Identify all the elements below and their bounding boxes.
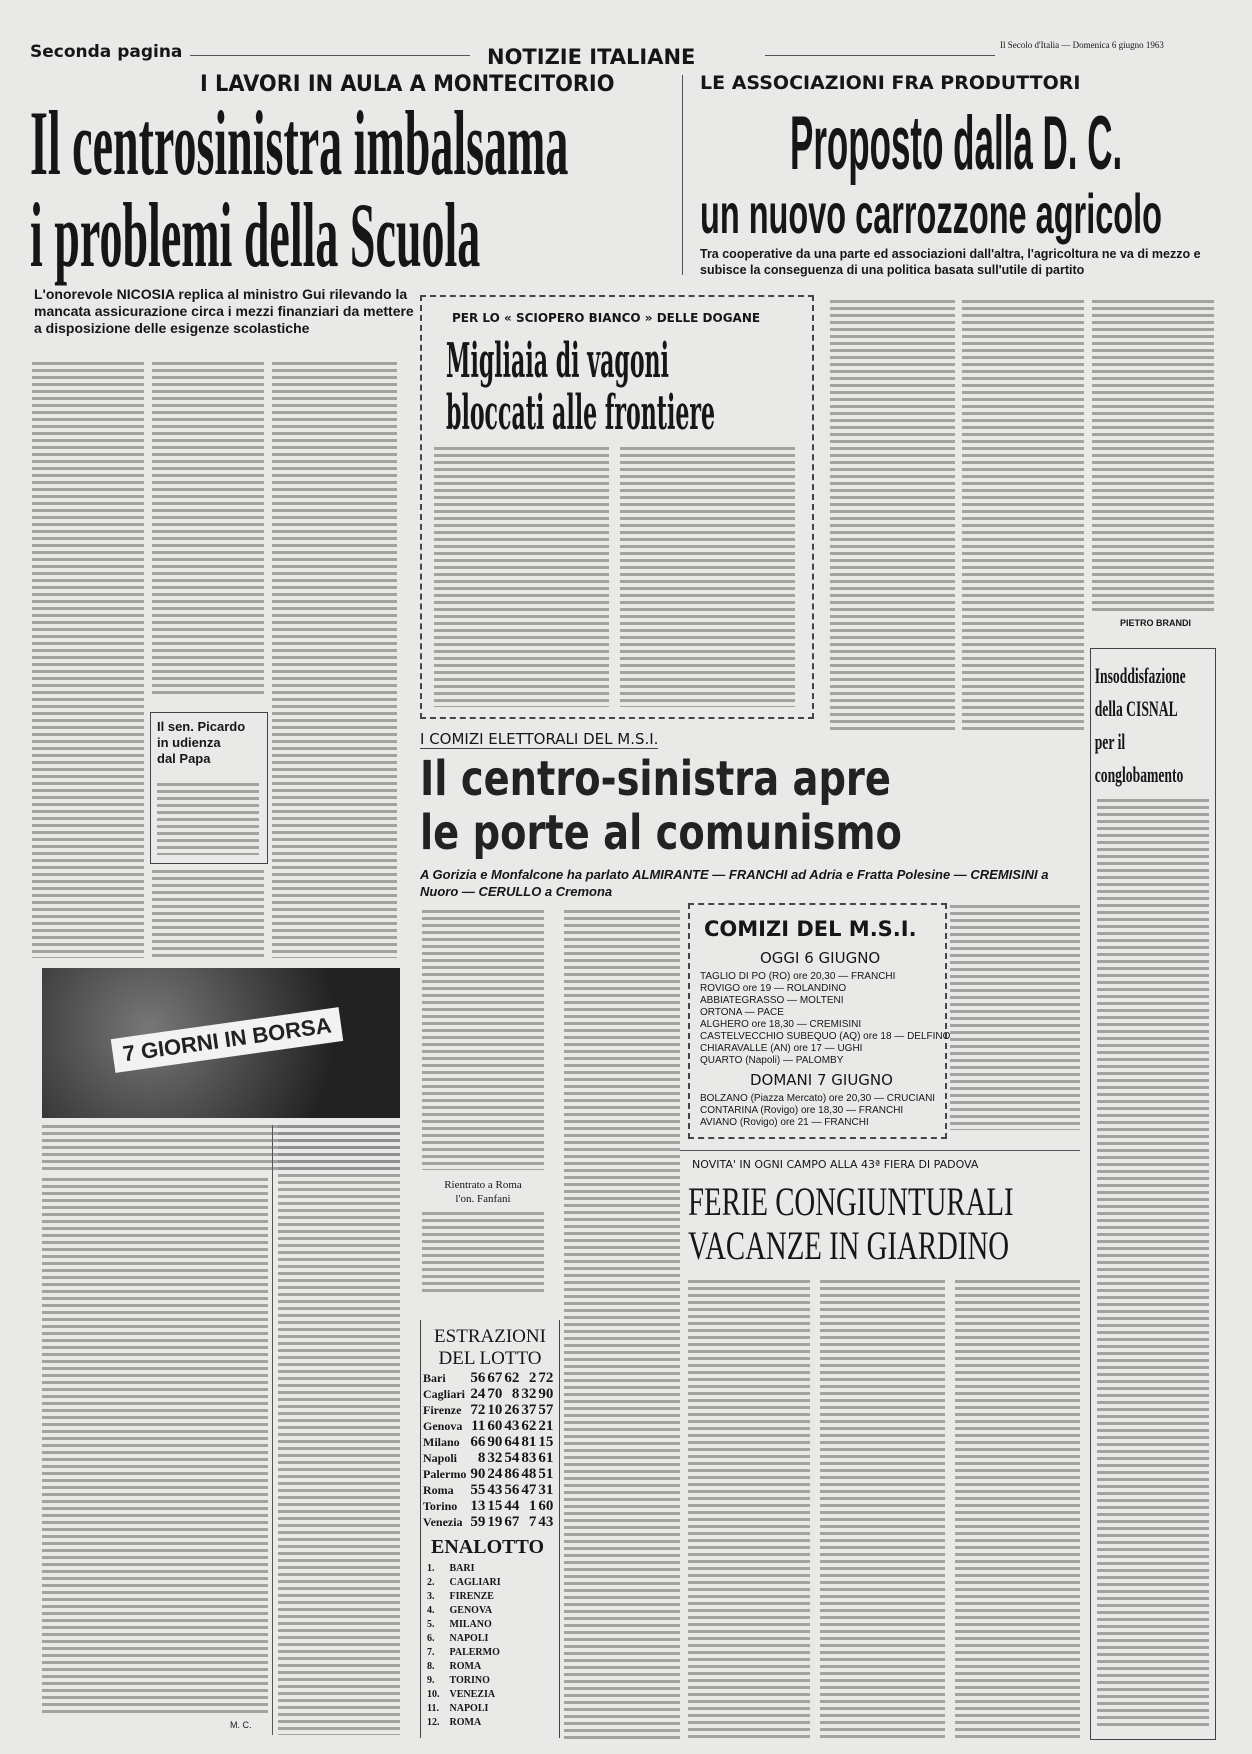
comizi-kicker: I COMIZI ELETTORALI DEL M.S.I. (420, 730, 659, 748)
lotto-city: Torino (423, 1499, 458, 1513)
lotto-number: 19 (487, 1514, 503, 1530)
rule (190, 55, 470, 56)
lotto-city: Firenze (423, 1403, 462, 1417)
enalotto-title: ENALOTTO (431, 1536, 544, 1558)
borsa-banner: 7 GIORNI IN BORSA (111, 1007, 344, 1073)
tomorrow-heading: DOMANI 7 GIUGNO (750, 1071, 893, 1089)
enalotto-row (423, 1661, 505, 1673)
fanfani-title-line: Rientrato a Roma (444, 1179, 522, 1191)
lead-body-column (152, 870, 264, 958)
lotto-number: 32 (521, 1386, 537, 1402)
lotto-number: 62 (504, 1370, 520, 1386)
column-rule (272, 1125, 273, 1735)
lotto-row (422, 1370, 554, 1386)
lotto-number: 67 (487, 1370, 503, 1386)
picardo-title-line: in udienza (157, 735, 221, 750)
dogane-body-column (620, 447, 795, 707)
lotto-number: 60 (538, 1498, 554, 1514)
lotto-number: 81 (521, 1434, 537, 1450)
fiera-headline-line: VACANZE IN GIARDINO (688, 1223, 1010, 1268)
enalotto-index: 9. (427, 1675, 435, 1686)
comizi-schedule-box (688, 903, 951, 1139)
lotto-number: 60 (487, 1418, 503, 1434)
schedule-item: ROVIGO ore 19 — ROLANDINO (700, 983, 847, 994)
comizi-body-column (950, 905, 1080, 1130)
schedule-item: TAGLIO DI PO (RO) ore 20,30 — FRANCHI (700, 971, 896, 982)
dogane-headline-line: Migliaia di vagoni (446, 333, 669, 389)
borsa-body-column (42, 1178, 268, 1713)
enalotto-city: BARI (449, 1563, 475, 1574)
lotto-number: 51 (538, 1466, 554, 1482)
enalotto-row (423, 1703, 505, 1715)
borsa-signature: M. C. (230, 1720, 252, 1730)
lotto-city: Genova (423, 1419, 463, 1433)
lotto-row (422, 1466, 554, 1482)
enalotto-city: NAPOLI (449, 1633, 489, 1644)
lotto-row (422, 1482, 554, 1498)
comizi-headline-line: Il centro-sinistra apre (420, 751, 891, 807)
lotto-box (420, 1320, 560, 1738)
lotto-number: 66 (470, 1434, 486, 1450)
agri-signature: PIETRO BRANDI (1120, 618, 1192, 628)
enalotto-row (423, 1577, 505, 1589)
picardo-title-line: dal Papa (157, 751, 211, 766)
comizi-headline (420, 752, 902, 860)
lead-body-column (152, 362, 264, 698)
cisnal-box (1090, 648, 1216, 1740)
picardo-body (157, 783, 259, 855)
borsa-photo (42, 968, 400, 1118)
lotto-number: 32 (487, 1450, 503, 1466)
enalotto-row (423, 1675, 505, 1687)
tomorrow-list (700, 1093, 935, 1129)
enalotto-city: CAGLIARI (449, 1577, 501, 1588)
enalotto-city: FIRENZE (449, 1591, 494, 1602)
fiera-body-column (955, 1280, 1080, 1738)
rule (680, 1150, 1080, 1151)
enalotto-row (423, 1647, 505, 1659)
lotto-title-line: DEL LOTTO (438, 1348, 542, 1369)
agri-body-column (962, 300, 1084, 732)
comizi-deck: A Gorizia e Monfalcone ha parlato ALMIRANTE — FRANCHI ad Adria e Fratta Polesine — CREMISINI a Nuoro — CERULLO a Cremona (420, 867, 1049, 899)
lead-headline-line: i problemi della Scuola (30, 184, 481, 286)
lotto-row (422, 1386, 554, 1402)
fiera-headline-line: FERIE CONGIUNTURALI (688, 1179, 1014, 1224)
cisnal-title-line: Insoddisfazione (1094, 663, 1186, 688)
agri-deck: Tra cooperative da una parte ed associazioni dall'altra, l'agricoltura ne va di mezzo e subisce la conseguenza di una politica basata sull'utile di partito (700, 247, 1201, 277)
lotto-number: 7 (528, 1514, 537, 1530)
today-heading: OGGI 6 GIUGNO (760, 949, 881, 967)
lotto-city: Palermo (423, 1467, 467, 1481)
lotto-number: 15 (487, 1498, 503, 1514)
schedule-item: CONTARINA (Rovigo) ore 18,30 — FRANCHI (700, 1105, 904, 1116)
enalotto-table (421, 1561, 507, 1731)
agri-body-column (830, 300, 955, 732)
lotto-number: 13 (470, 1498, 486, 1514)
enalotto-city: VENEZIA (449, 1689, 496, 1700)
enalotto-row (423, 1591, 505, 1603)
schedule-item: ALGHERO ore 18,30 — CREMISINI (700, 1019, 862, 1030)
lead-body-column (278, 1125, 400, 1735)
fanfani-title-line: l'on. Fanfani (455, 1193, 511, 1205)
enalotto-index: 5. (427, 1619, 435, 1630)
lotto-number: 56 (470, 1370, 486, 1386)
enalotto-row (423, 1563, 505, 1575)
picardo-box (150, 712, 268, 864)
schedule-item: AVIANO (Rovigo) ore 21 — FRANCHI (700, 1117, 869, 1128)
lotto-title (421, 1326, 559, 1370)
enalotto-index: 4. (427, 1605, 435, 1616)
lotto-number: 48 (521, 1466, 537, 1482)
comizi-headline-line: le porte al comunismo (420, 805, 902, 861)
lotto-number: 62 (521, 1418, 537, 1434)
dogane-headline (446, 335, 715, 439)
lotto-number: 90 (470, 1466, 486, 1482)
lotto-row (422, 1498, 554, 1514)
dogane-kicker: PER LO « SCIOPERO BIANCO » DELLE DOGANE (452, 311, 761, 325)
lotto-number: 8 (477, 1450, 486, 1466)
fanfani-body (422, 1212, 544, 1292)
enalotto-row (423, 1619, 505, 1631)
lotto-number: 21 (538, 1418, 554, 1434)
lotto-number: 70 (487, 1386, 503, 1402)
dateline: Il Secolo d'Italia — Domenica 6 giugno 1963 (1000, 40, 1164, 50)
fiera-body-column (688, 1280, 810, 1738)
enalotto-city: MILANO (449, 1619, 492, 1630)
dogane-headline-line: bloccati alle frontiere (446, 385, 716, 441)
enalotto-index: 1. (427, 1563, 435, 1574)
today-list (700, 971, 950, 1067)
lotto-city: Cagliari (423, 1387, 465, 1401)
lotto-city: Roma (423, 1483, 454, 1497)
enalotto-index: 7. (427, 1647, 435, 1658)
schedule-item: ABBIATEGRASSO — MOLTENI (700, 995, 844, 1006)
lotto-number: 90 (538, 1386, 554, 1402)
column-rule (682, 75, 683, 275)
lotto-number: 24 (470, 1386, 486, 1402)
enalotto-index: 11. (427, 1703, 439, 1714)
lotto-number: 83 (521, 1450, 537, 1466)
enalotto-city: NAPOLI (449, 1703, 489, 1714)
lotto-number: 31 (538, 1482, 554, 1498)
lotto-city: Bari (423, 1371, 446, 1385)
lotto-table (422, 1370, 554, 1530)
agri-subheadline: un nuovo carrozzone agricolo (700, 182, 1162, 245)
lotto-number: 10 (487, 1402, 503, 1418)
enalotto-city: ROMA (449, 1717, 482, 1728)
lotto-number: 44 (504, 1498, 520, 1514)
lead-deck: L'onorevole NICOSIA replica al ministro Gui rilevando la mancata assicurazione circa i mezzi finanziari da mettere a disposizione delle esigenze scolastiche (34, 286, 414, 336)
lotto-row (422, 1418, 554, 1434)
agri-headline: Proposto dalla D. C. (790, 101, 1123, 186)
enalotto-index: 12. (427, 1717, 440, 1728)
lotto-number: 15 (538, 1434, 554, 1450)
lotto-number: 54 (504, 1450, 520, 1466)
cisnal-title (1091, 649, 1186, 791)
enalotto-city: ROMA (449, 1661, 482, 1672)
agri-body-column (1092, 300, 1214, 612)
enalotto-city: GENOVA (449, 1605, 493, 1616)
lotto-row (422, 1450, 554, 1466)
lotto-number: 55 (470, 1482, 486, 1498)
lotto-number: 26 (504, 1402, 520, 1418)
lotto-number: 64 (504, 1434, 520, 1450)
fiera-kicker: NOVITA' IN OGNI CAMPO ALLA 43ª FIERA DI PADOVA (692, 1158, 979, 1171)
lotto-row (422, 1434, 554, 1450)
fanfani-title (422, 1178, 544, 1206)
lotto-number: 72 (538, 1370, 554, 1386)
lotto-number: 1 (528, 1498, 537, 1514)
agri-kicker: LE ASSOCIAZIONI FRA PRODUTTORI (700, 72, 1081, 94)
lotto-number: 56 (504, 1482, 520, 1498)
lotto-number: 37 (521, 1402, 537, 1418)
comizi-body-column (564, 910, 680, 1740)
enalotto-index: 10. (427, 1689, 440, 1700)
schedule-item: CASTELVECCHIO SUBEQUO (AQ) ore 18 — DELFINO (700, 1031, 951, 1042)
schedule-item: ORTONA — PACE (700, 1007, 784, 1018)
comizi-body-column (422, 910, 544, 1170)
lead-headline-line: Il centrosinistra imbalsama (30, 92, 569, 194)
lotto-number: 43 (504, 1418, 520, 1434)
lead-body-column (32, 362, 144, 958)
enalotto-row (423, 1717, 505, 1729)
lotto-city: Milano (423, 1435, 460, 1449)
lead-headline (30, 92, 569, 286)
enalotto-city: PALERMO (449, 1647, 500, 1658)
lotto-number: 8 (511, 1386, 520, 1402)
lotto-row (422, 1514, 554, 1530)
enalotto-index: 2. (427, 1577, 435, 1588)
enalotto-row (423, 1605, 505, 1617)
lotto-row (422, 1402, 554, 1418)
enalotto-row (423, 1633, 505, 1645)
lotto-number: 47 (521, 1482, 537, 1498)
lotto-number: 11 (471, 1418, 486, 1434)
lotto-number: 43 (487, 1482, 503, 1498)
lotto-number: 2 (528, 1370, 537, 1386)
schedule-item: BOLZANO (Piazza Mercato) ore 20,30 — CRUCIANI (700, 1093, 936, 1104)
schedule-item: QUARTO (Napoli) — PALOMBY (700, 1055, 844, 1066)
dogane-body-column (434, 447, 609, 707)
lotto-number: 61 (538, 1450, 554, 1466)
lead-kicker: I LAVORI IN AULA A MONTECITORIO (200, 72, 615, 97)
page-section-title: NOTIZIE ITALIANE (487, 45, 696, 69)
lead-body-column (272, 362, 397, 958)
enalotto-city: TORINO (449, 1675, 490, 1686)
fiera-headline (688, 1180, 1014, 1268)
lotto-number: 59 (470, 1514, 486, 1530)
cisnal-body (1097, 799, 1209, 1729)
comizi-box-title: COMIZI DEL M.S.I. (704, 917, 917, 941)
picardo-title-line: Il sen. Picardo (157, 719, 246, 734)
lotto-number: 86 (504, 1466, 520, 1482)
fiera-body-column (820, 1280, 945, 1738)
cisnal-title-line: della CISNAL (1094, 696, 1178, 721)
section-label: Seconda pagina (30, 42, 183, 62)
lotto-number: 90 (487, 1434, 503, 1450)
rule (765, 55, 995, 56)
cisnal-title-line: per il (1094, 729, 1126, 754)
lotto-number: 72 (470, 1402, 486, 1418)
lotto-city: Napoli (423, 1451, 458, 1465)
picardo-title (151, 713, 267, 773)
cisnal-title-line: conglobamento (1094, 762, 1184, 787)
enalotto-index: 6. (427, 1633, 435, 1644)
enalotto-index: 8. (427, 1661, 435, 1672)
enalotto-row (423, 1689, 505, 1701)
lotto-city: Venezia (423, 1515, 463, 1529)
dogane-box (420, 295, 814, 719)
lotto-title-line: ESTRAZIONI (434, 1326, 546, 1347)
lotto-number: 24 (487, 1466, 503, 1482)
enalotto-index: 3. (427, 1591, 435, 1602)
fanfani-item (422, 1178, 544, 1298)
lotto-number: 43 (538, 1514, 554, 1530)
lotto-number: 57 (538, 1402, 554, 1418)
lotto-number: 67 (504, 1514, 520, 1530)
schedule-item: CHIARAVALLE (AN) ore 17 — UGHI (700, 1043, 863, 1054)
